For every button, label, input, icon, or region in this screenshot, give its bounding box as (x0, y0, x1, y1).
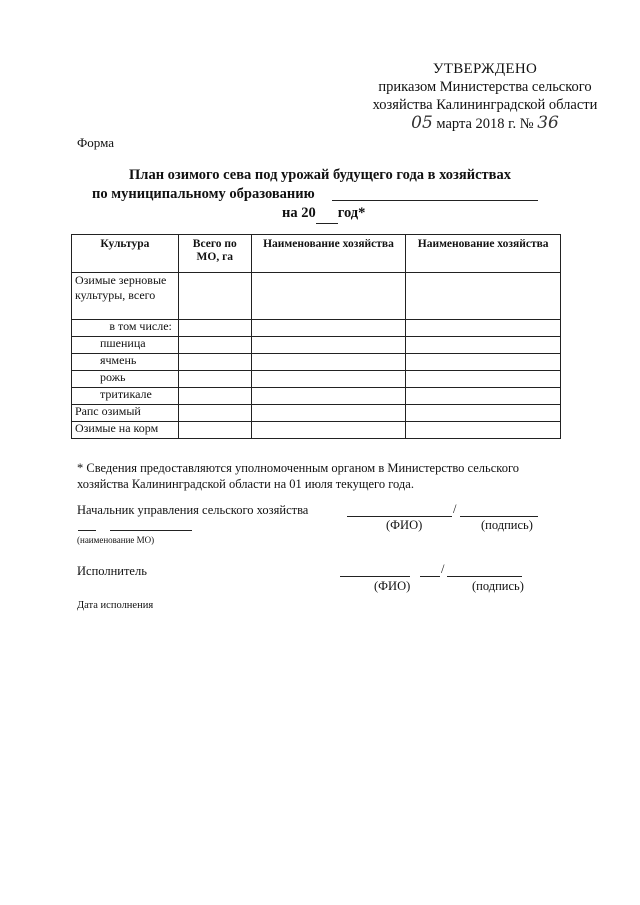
approval-line1: приказом Министерства сельского (378, 79, 592, 95)
cell-farm-2[interactable] (406, 320, 561, 337)
cell-farm-2[interactable] (406, 422, 561, 439)
cell-total[interactable] (178, 320, 251, 337)
handwritten-day: 05 (411, 113, 433, 133)
table-row (72, 371, 561, 388)
table-row (72, 405, 561, 422)
table-row (72, 320, 561, 337)
heading-year-prefix: на 20 (282, 205, 316, 221)
cell-farm-1[interactable] (251, 273, 406, 320)
cell-farm-1[interactable] (251, 354, 406, 371)
table-row (72, 388, 561, 405)
approval-date-text: марта 2018 г. № (436, 116, 534, 132)
head-fio-blank (347, 516, 452, 517)
table-row (72, 273, 561, 320)
cell-total[interactable] (178, 388, 251, 405)
mo-caption: (наименование МО) (77, 535, 155, 545)
cell-farm-1[interactable] (251, 422, 406, 439)
handwritten-number: 36 (537, 113, 559, 133)
date-label: Дата исполнения (77, 600, 154, 611)
cell-total[interactable] (178, 405, 251, 422)
sowing-plan-table (71, 234, 561, 439)
executor-extra-blank (420, 576, 440, 577)
table-row (72, 354, 561, 371)
head-signature-blank (460, 516, 538, 517)
heading-line3 (282, 204, 365, 224)
cell-total[interactable] (178, 371, 251, 388)
cell-farm-2[interactable] (406, 371, 561, 388)
approval-line2: хозяйства Калининградской области (372, 97, 598, 113)
heading-line1: План озимого сева под урожай будущего года в хозяйствах (129, 167, 511, 183)
table-row (72, 337, 561, 354)
row-rapeseed: Рапс озимый (72, 405, 179, 422)
cell-farm-2[interactable] (406, 405, 561, 422)
header-total: Всего по МО, га (178, 235, 251, 273)
header-farm-1: Наименование хозяйства (251, 235, 406, 273)
row-winter-grain: Озимые зерновые культуры, всего (72, 273, 179, 320)
approval-title: УТВЕРЖДЕНО (432, 61, 538, 77)
mo-name-blank (332, 200, 538, 201)
cell-farm-2[interactable] (406, 273, 561, 320)
executor-slash: / (441, 562, 445, 576)
executor-label: Исполнитель (77, 564, 147, 578)
approval-date-line (360, 114, 610, 133)
cell-total[interactable] (178, 273, 251, 320)
form-label: Форма (77, 135, 114, 150)
cell-farm-2[interactable] (406, 354, 561, 371)
head-fio-caption: (ФИО) (386, 518, 423, 532)
cell-total[interactable] (178, 354, 251, 371)
cell-farm-2[interactable] (406, 388, 561, 405)
approval-block (360, 60, 610, 133)
footnote-line2: хозяйства Калининградской области на 01 июля текущего года. (77, 477, 414, 491)
row-barley: ячмень (72, 354, 179, 371)
footnote (77, 460, 577, 492)
cell-farm-1[interactable] (251, 337, 406, 354)
cell-farm-1[interactable] (251, 405, 406, 422)
executor-fio-blank (340, 576, 410, 577)
heading-year-suffix: год* (337, 205, 366, 221)
mo-name-line (110, 530, 192, 531)
header-farm-2: Наименование хозяйства (406, 235, 561, 273)
footnote-line1: * Сведения предоставляются уполномоченным органом в Министерство сельского (77, 461, 520, 475)
cell-total[interactable] (178, 422, 251, 439)
heading-line2: по муниципальному образованию (92, 186, 315, 202)
cell-total[interactable] (178, 337, 251, 354)
head-label: Начальник управления сельского хозяйства (77, 503, 309, 517)
row-triticale: тритикале (72, 388, 179, 405)
row-forage: Озимые на корм (72, 422, 179, 439)
cell-farm-2[interactable] (406, 337, 561, 354)
cell-farm-1[interactable] (251, 320, 406, 337)
table-header-row (72, 235, 561, 273)
mo-dash (78, 530, 96, 531)
row-rye: рожь (72, 371, 179, 388)
table-row (72, 422, 561, 439)
row-including: в том числе: (72, 320, 179, 337)
row-wheat: пшеница (72, 337, 179, 354)
header-culture: Культура (72, 235, 179, 273)
year-blank (316, 204, 338, 224)
cell-farm-1[interactable] (251, 388, 406, 405)
executor-signature-caption: (подпись) (472, 579, 524, 593)
executor-signature-blank (447, 576, 522, 577)
executor-fio-caption: (ФИО) (374, 579, 411, 593)
head-signature-caption: (подпись) (481, 518, 533, 532)
head-slash: / (453, 502, 457, 516)
cell-farm-1[interactable] (251, 371, 406, 388)
